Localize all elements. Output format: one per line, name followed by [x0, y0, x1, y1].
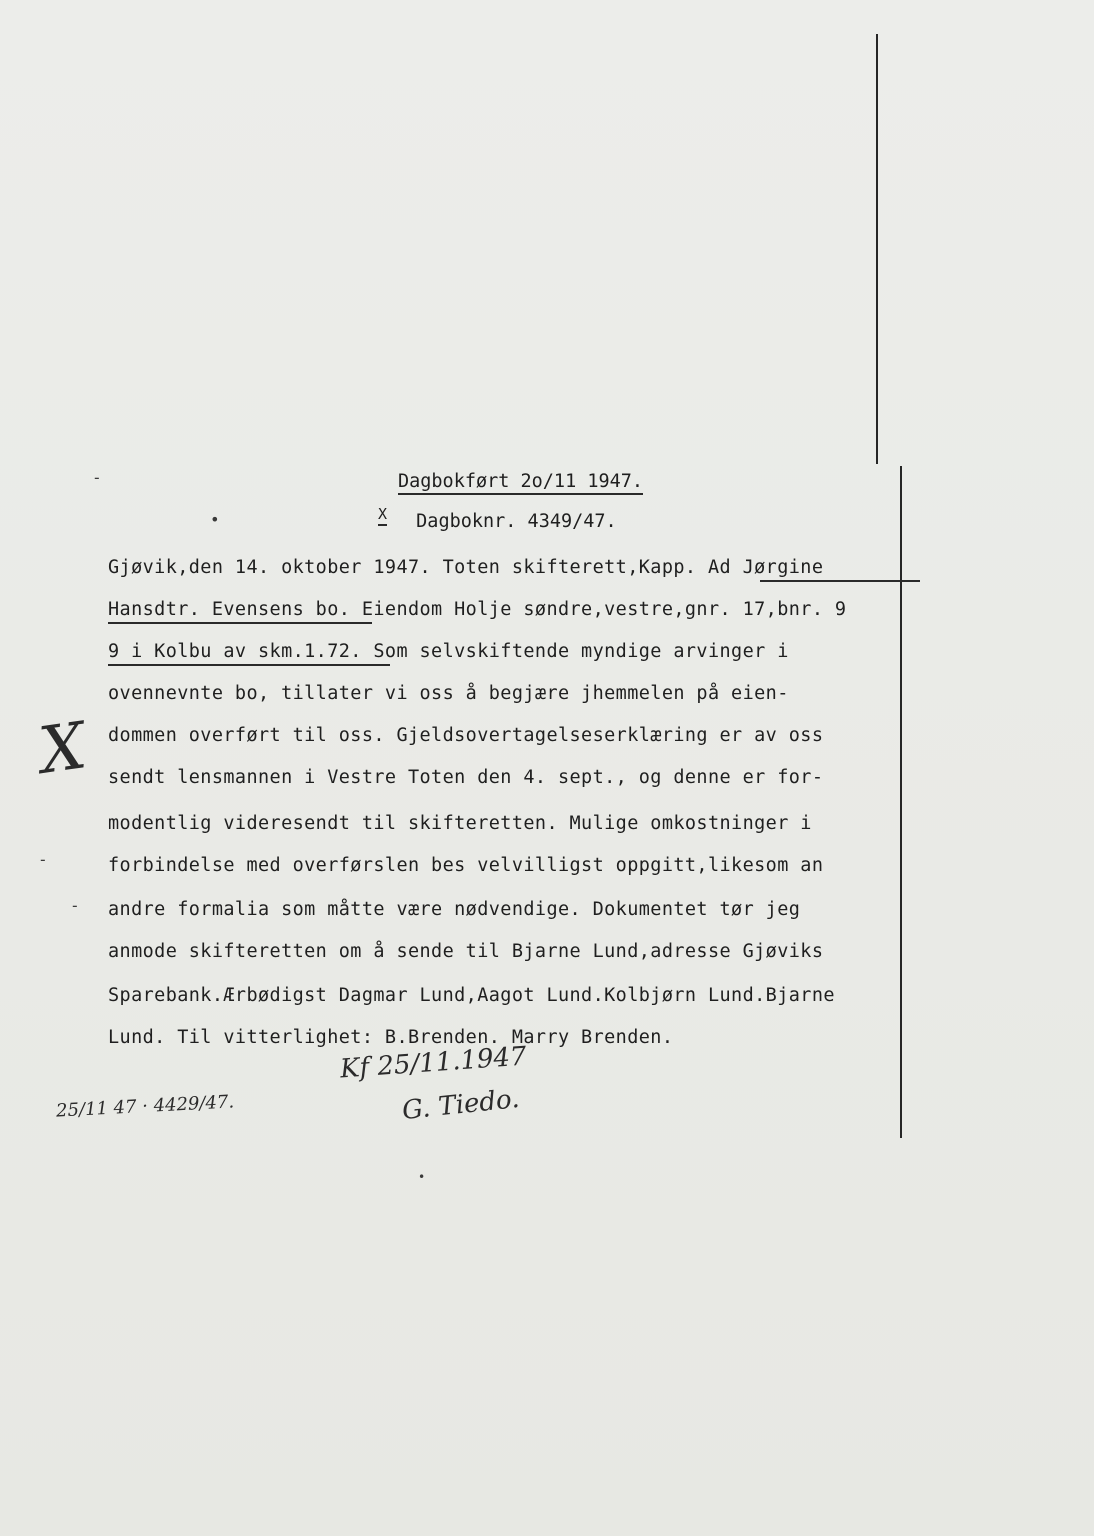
stray-dash-mark-3: -	[70, 896, 80, 915]
underline-segment-3	[108, 664, 390, 666]
registration-text: Dagbokført 2o/11 1947.	[398, 471, 643, 495]
stray-dash-mark-2: -	[38, 850, 48, 869]
body-line-4: ovennevnte bo, tillater vi oss å begjære jhemmelen på eien-	[108, 683, 789, 704]
diary-marker: X	[378, 505, 387, 526]
body-line-10: anmode skifteretten om å sende til Bjarne Lund,adresse Gjøviks	[108, 941, 824, 962]
body-line-7: modentlig videresendt til skifteretten. Mulige omkostninger i	[108, 813, 812, 834]
right-margin-line-upper	[876, 34, 878, 464]
underline-segment-2	[108, 622, 372, 624]
diary-number-line	[378, 505, 617, 534]
body-line-3: 9 i Kolbu av skm.1.72. Som selvskiftende myndige arvinger i	[108, 641, 789, 662]
body-line-11: Sparebank.Ærbødigst Dagmar Lund,Aagot Lund.Kolbjørn Lund.Bjarne	[108, 985, 835, 1006]
stray-dot-mark: •	[210, 510, 220, 529]
stray-dash-mark: -	[92, 468, 102, 487]
underline-segment-1	[760, 580, 920, 582]
handwritten-margin-mark: X	[35, 709, 91, 789]
registration-stamp	[398, 470, 643, 494]
handwritten-left-note: 25/11 47 · 4429/47.	[55, 1091, 235, 1122]
body-line-6: sendt lensmannen i Vestre Toten den 4. sept., og denne er for-	[108, 767, 824, 788]
body-line-2: Hansdtr. Evensens bo. Eiendom Holje søndre,vestre,gnr. 17,bnr. 9	[108, 599, 847, 620]
handwritten-signature: G. Tiedo.	[400, 1083, 521, 1127]
body-line-1: Gjøvik,den 14. oktober 1947. Toten skifterett,Kapp. Ad Jørgine	[108, 557, 824, 578]
body-line-12: Lund. Til vitterlighet: B.Brenden. Marry Brenden.	[108, 1027, 674, 1048]
body-line-8: forbindelse med overførslen bes velvilligst oppgitt,likesom an	[108, 855, 824, 876]
diary-number: Dagboknr. 4349/47.	[416, 511, 617, 532]
stray-dot-mark-2: •	[418, 1170, 426, 1184]
right-margin-line-lower	[900, 466, 902, 1138]
handwritten-initials-date: Kf 25/11.1947	[339, 1041, 528, 1085]
body-line-5: dommen overført til oss. Gjeldsovertagelseserklæring er av oss	[108, 725, 824, 746]
body-line-9: andre formalia som måtte være nødvendige. Dokumentet tør jeg	[108, 899, 801, 920]
